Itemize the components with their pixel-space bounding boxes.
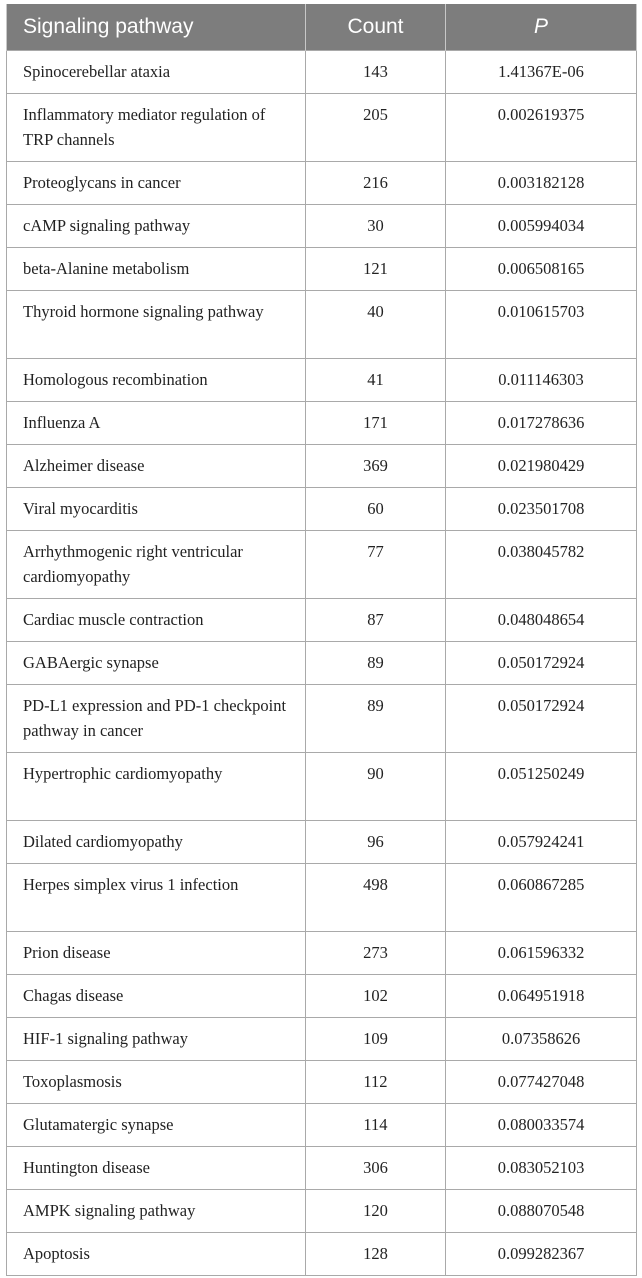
p-value-cell: 0.011146303	[446, 359, 637, 402]
table-row	[7, 1104, 637, 1147]
pathway-cell: Glutamatergic synapse	[7, 1104, 306, 1147]
count-cell: 60	[306, 488, 446, 531]
count-cell: 171	[306, 402, 446, 445]
count-cell: 90	[306, 753, 446, 821]
count-cell: 128	[306, 1233, 446, 1276]
table-row	[7, 1233, 637, 1276]
count-cell: 205	[306, 94, 446, 162]
count-cell: 40	[306, 291, 446, 359]
count-cell: 114	[306, 1104, 446, 1147]
pathway-cell: Proteoglycans in cancer	[7, 162, 306, 205]
table-row	[7, 94, 637, 162]
table-row	[7, 531, 637, 599]
table-row	[7, 51, 637, 94]
table-row	[7, 685, 637, 753]
header-signaling-pathway: Signaling pathway	[7, 4, 306, 51]
pathway-cell: Dilated cardiomyopathy	[7, 821, 306, 864]
table-row	[7, 821, 637, 864]
table-body	[7, 51, 637, 1276]
count-cell: 306	[306, 1147, 446, 1190]
p-value-cell: 0.050172924	[446, 642, 637, 685]
table-row	[7, 1018, 637, 1061]
pathway-cell: Herpes simplex virus 1 infection	[7, 864, 306, 932]
count-cell: 30	[306, 205, 446, 248]
p-value-cell: 0.060867285	[446, 864, 637, 932]
table-row	[7, 932, 637, 975]
table-row	[7, 1061, 637, 1104]
p-value-cell: 0.002619375	[446, 94, 637, 162]
p-value-cell: 0.061596332	[446, 932, 637, 975]
p-value-cell: 0.083052103	[446, 1147, 637, 1190]
p-value-cell: 0.023501708	[446, 488, 637, 531]
table-row	[7, 864, 637, 932]
pathway-cell: Thyroid hormone signaling pathway	[7, 291, 306, 359]
p-value-cell: 0.003182128	[446, 162, 637, 205]
table-row	[7, 488, 637, 531]
p-value-cell: 1.41367E-06	[446, 51, 637, 94]
pathway-cell: Hypertrophic cardiomyopathy	[7, 753, 306, 821]
pathway-cell: Inflammatory mediator regulation of TRP channels	[7, 94, 306, 162]
p-value-cell: 0.038045782	[446, 531, 637, 599]
count-cell: 112	[306, 1061, 446, 1104]
pathway-cell: Cardiac muscle contraction	[7, 599, 306, 642]
table-row	[7, 248, 637, 291]
p-value-cell: 0.005994034	[446, 205, 637, 248]
count-cell: 89	[306, 685, 446, 753]
pathway-cell: beta-Alanine metabolism	[7, 248, 306, 291]
signaling-pathway-table	[6, 4, 637, 1276]
table-row	[7, 1147, 637, 1190]
p-value-cell: 0.088070548	[446, 1190, 637, 1233]
p-value-cell: 0.064951918	[446, 975, 637, 1018]
pathway-cell: cAMP signaling pathway	[7, 205, 306, 248]
pathway-cell: Homologous recombination	[7, 359, 306, 402]
header-p-value: P	[446, 4, 637, 51]
table-row	[7, 162, 637, 205]
count-cell: 41	[306, 359, 446, 402]
pathway-cell: Toxoplasmosis	[7, 1061, 306, 1104]
p-value-cell: 0.057924241	[446, 821, 637, 864]
pathway-cell: Spinocerebellar ataxia	[7, 51, 306, 94]
pathway-cell: HIF-1 signaling pathway	[7, 1018, 306, 1061]
header-row	[7, 4, 637, 51]
table-row	[7, 975, 637, 1018]
p-value-cell: 0.021980429	[446, 445, 637, 488]
table-row	[7, 402, 637, 445]
pathway-cell: Arrhythmogenic right ventricular cardiomyopathy	[7, 531, 306, 599]
p-value-cell: 0.017278636	[446, 402, 637, 445]
p-value-cell: 0.050172924	[446, 685, 637, 753]
p-value-cell: 0.099282367	[446, 1233, 637, 1276]
table-row	[7, 642, 637, 685]
count-cell: 102	[306, 975, 446, 1018]
count-cell: 216	[306, 162, 446, 205]
count-cell: 77	[306, 531, 446, 599]
p-value-cell: 0.077427048	[446, 1061, 637, 1104]
count-cell: 498	[306, 864, 446, 932]
count-cell: 121	[306, 248, 446, 291]
table-row	[7, 359, 637, 402]
p-value-cell: 0.010615703	[446, 291, 637, 359]
count-cell: 89	[306, 642, 446, 685]
count-cell: 96	[306, 821, 446, 864]
table-row	[7, 291, 637, 359]
p-value-cell: 0.051250249	[446, 753, 637, 821]
count-cell: 143	[306, 51, 446, 94]
p-value-cell: 0.080033574	[446, 1104, 637, 1147]
table-row	[7, 205, 637, 248]
table-row	[7, 753, 637, 821]
pathway-cell: Influenza A	[7, 402, 306, 445]
pathway-cell: GABAergic synapse	[7, 642, 306, 685]
count-cell: 369	[306, 445, 446, 488]
table-row	[7, 1190, 637, 1233]
p-value-cell: 0.07358626	[446, 1018, 637, 1061]
table-header	[7, 4, 637, 51]
count-cell: 87	[306, 599, 446, 642]
pathway-cell: Viral myocarditis	[7, 488, 306, 531]
pathway-cell: AMPK signaling pathway	[7, 1190, 306, 1233]
pathway-cell: Apoptosis	[7, 1233, 306, 1276]
p-value-cell: 0.048048654	[446, 599, 637, 642]
table-row	[7, 599, 637, 642]
pathway-cell: Huntington disease	[7, 1147, 306, 1190]
pathway-cell: Chagas disease	[7, 975, 306, 1018]
pathway-cell: Alzheimer disease	[7, 445, 306, 488]
header-count: Count	[306, 4, 446, 51]
p-value-cell: 0.006508165	[446, 248, 637, 291]
pathway-cell: Prion disease	[7, 932, 306, 975]
table-row	[7, 445, 637, 488]
count-cell: 109	[306, 1018, 446, 1061]
count-cell: 273	[306, 932, 446, 975]
count-cell: 120	[306, 1190, 446, 1233]
pathway-cell: PD-L1 expression and PD-1 checkpoint pathway in cancer	[7, 685, 306, 753]
